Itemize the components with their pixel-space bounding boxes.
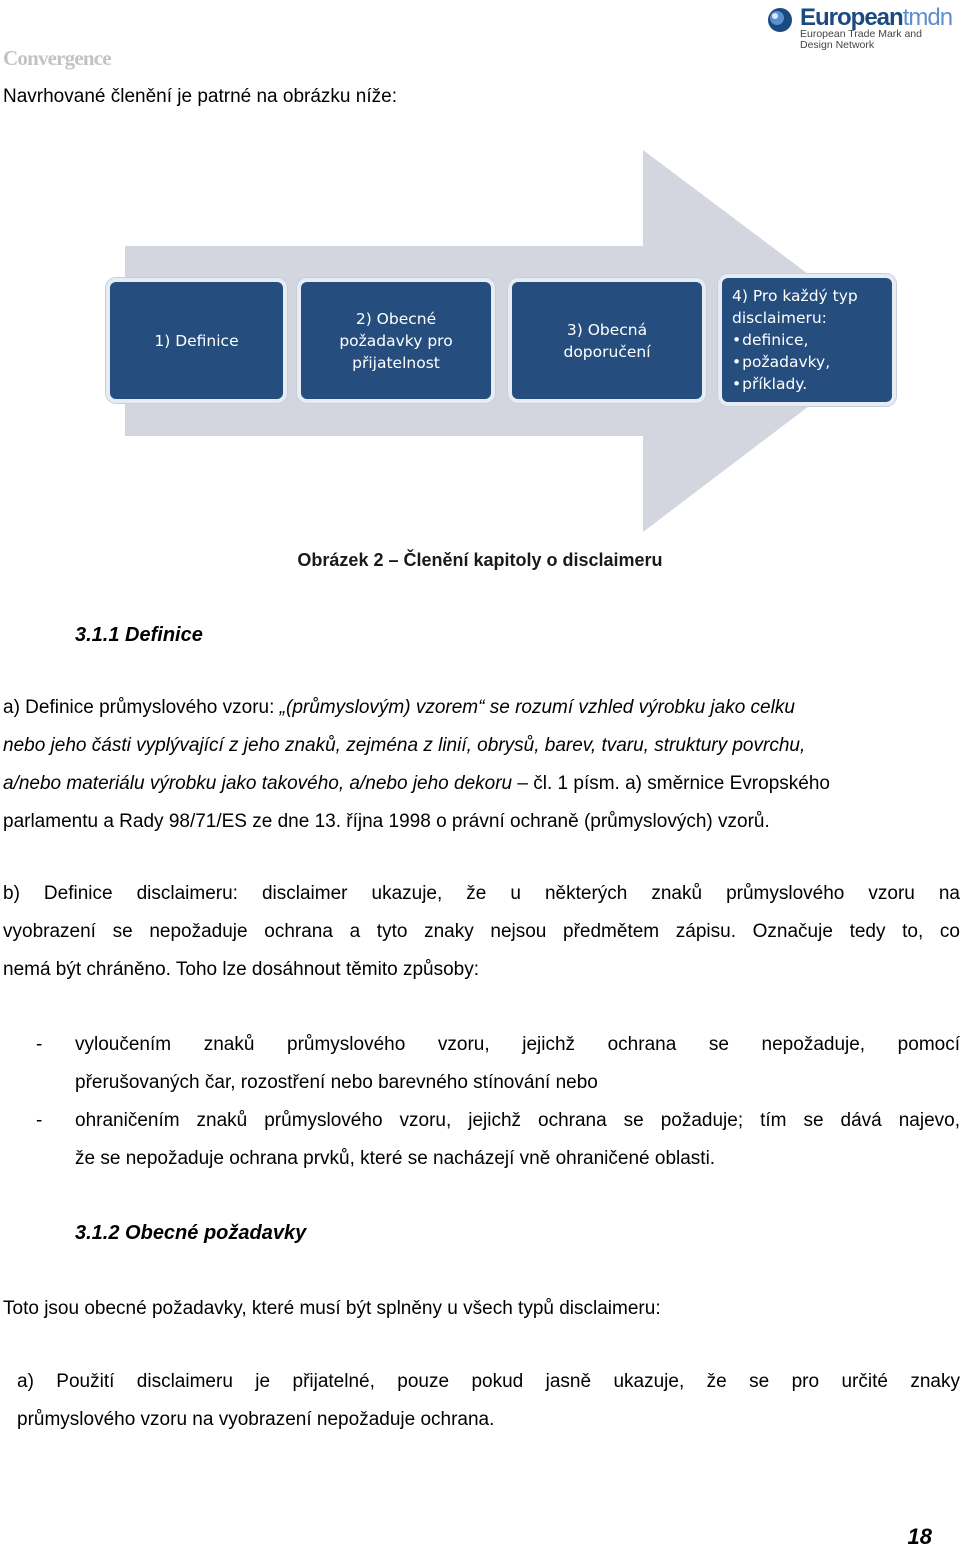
paragraph-a-line2: nebo jeho části vyplývající z jeho znaků, zejména z linií, obrysů, barev, tvaru, struktury povrchu,	[3, 735, 806, 756]
box4-item: • příklady.	[732, 373, 830, 395]
box1-label: 1) Definice	[154, 331, 239, 350]
diagram-box-doporuceni	[508, 278, 706, 403]
paragraph-b-line2: vyobrazení se nepožaduje ochrana a tyto znaky nejsou předmětem zápisu. Označuje tedy to, co	[3, 921, 960, 942]
european-tmdn-logo	[766, 2, 953, 54]
paragraph-a-line4: parlamentu a Rady 98/71/ES ze dne 13. října 1998 o právní ochraně (průmyslových) vzorů.	[3, 811, 770, 832]
para-a-italic: a/nebo materiálu výrobku jako takového, a/nebo jeho dekoru	[3, 773, 513, 794]
bullet-dash: -	[36, 1110, 43, 1131]
box4-list	[732, 329, 830, 395]
para-a-text: a) Definice průmyslového vzoru:	[3, 697, 280, 718]
box2-line1: 2) Obecné	[355, 309, 437, 328]
paragraph-b-line1: b) Definice disclaimeru: disclaimer ukazuje, že u některých znaků průmyslového vzoru na	[3, 883, 960, 904]
logo-subtitle-line2: Design Network	[800, 39, 875, 51]
para-a-italic: „(průmyslovým) vzorem“ se rozumí vzhled výrobku jako celku	[279, 697, 795, 718]
intro-text: Navrhované členění je patrné na obrázku níže:	[3, 86, 397, 107]
box4-line1: 4) Pro každý typ	[732, 287, 858, 305]
logo-subtitle-line1: European Trade Mark and	[800, 28, 922, 40]
logo-subtitle	[800, 29, 922, 51]
box2-line2: požadavky pro	[339, 331, 453, 350]
box4-item: • požadavky,	[732, 351, 830, 373]
box4-line2: disclaimeru:	[732, 309, 827, 327]
box3-line1: 3) Obecná	[566, 320, 648, 339]
box2-line3: přijatelnost	[352, 353, 440, 372]
para-a-text: – čl. 1 písm. a) směrnice Evropského	[512, 773, 830, 794]
diagram-box-pozadavky	[297, 278, 495, 403]
logo-word-accent: tmdn	[902, 4, 953, 31]
bullet-dash: -	[36, 1034, 43, 1055]
chapter-structure-diagram	[100, 150, 900, 535]
globe-logo-icon	[766, 5, 796, 35]
bullet-2-line1: ohraničením znaků průmyslového vzoru, jejichž ochrana se požaduje; tím se dává najevo,	[75, 1110, 960, 1131]
bullet-2-line2: že se nepožaduje ochrana prvků, které se nacházejí vně ohraničené oblasti.	[75, 1148, 716, 1169]
bullet-1-line2: přerušovaných čar, rozostření nebo barevného stínování nebo	[75, 1072, 598, 1093]
paragraph-req-a-line1: a) Použití disclaimeru je přijatelné, pouze pokud jasně ukazuje, že se pro určité znaky	[17, 1371, 960, 1392]
header-convergence-label: Convergence	[3, 46, 111, 70]
section-heading-311: 3.1.1 Definice	[75, 624, 203, 646]
paragraph-requirements: Toto jsou obecné požadavky, které musí být splněny u všech typů disclaimeru:	[3, 1298, 661, 1319]
paragraph-b-line3: nemá být chráněno. Toho lze dosáhnout těmito způsoby:	[3, 959, 480, 980]
paragraph-a-line1	[3, 689, 960, 727]
paragraph-a-line3	[3, 765, 960, 803]
box4-item: • definice,	[732, 329, 830, 351]
paragraph-req-a-line2: průmyslového vzoru na vyobrazení nepožaduje ochrana.	[17, 1409, 495, 1430]
box3-line2: doporučení	[563, 342, 651, 361]
figure-caption: Obrázek 2 – Členění kapitoly o disclaimeru	[297, 550, 663, 570]
diagram-box-definice	[106, 278, 287, 403]
page-number: 18	[907, 1524, 932, 1549]
diagram-box-typy	[718, 274, 896, 406]
logo-word-main: European	[800, 4, 903, 31]
bullet-1-line1: vyloučením znaků průmyslového vzoru, jejichž ochrana se nepožaduje, pomocí	[75, 1034, 960, 1055]
section-heading-312: 3.1.2 Obecné požadavky	[75, 1222, 307, 1244]
